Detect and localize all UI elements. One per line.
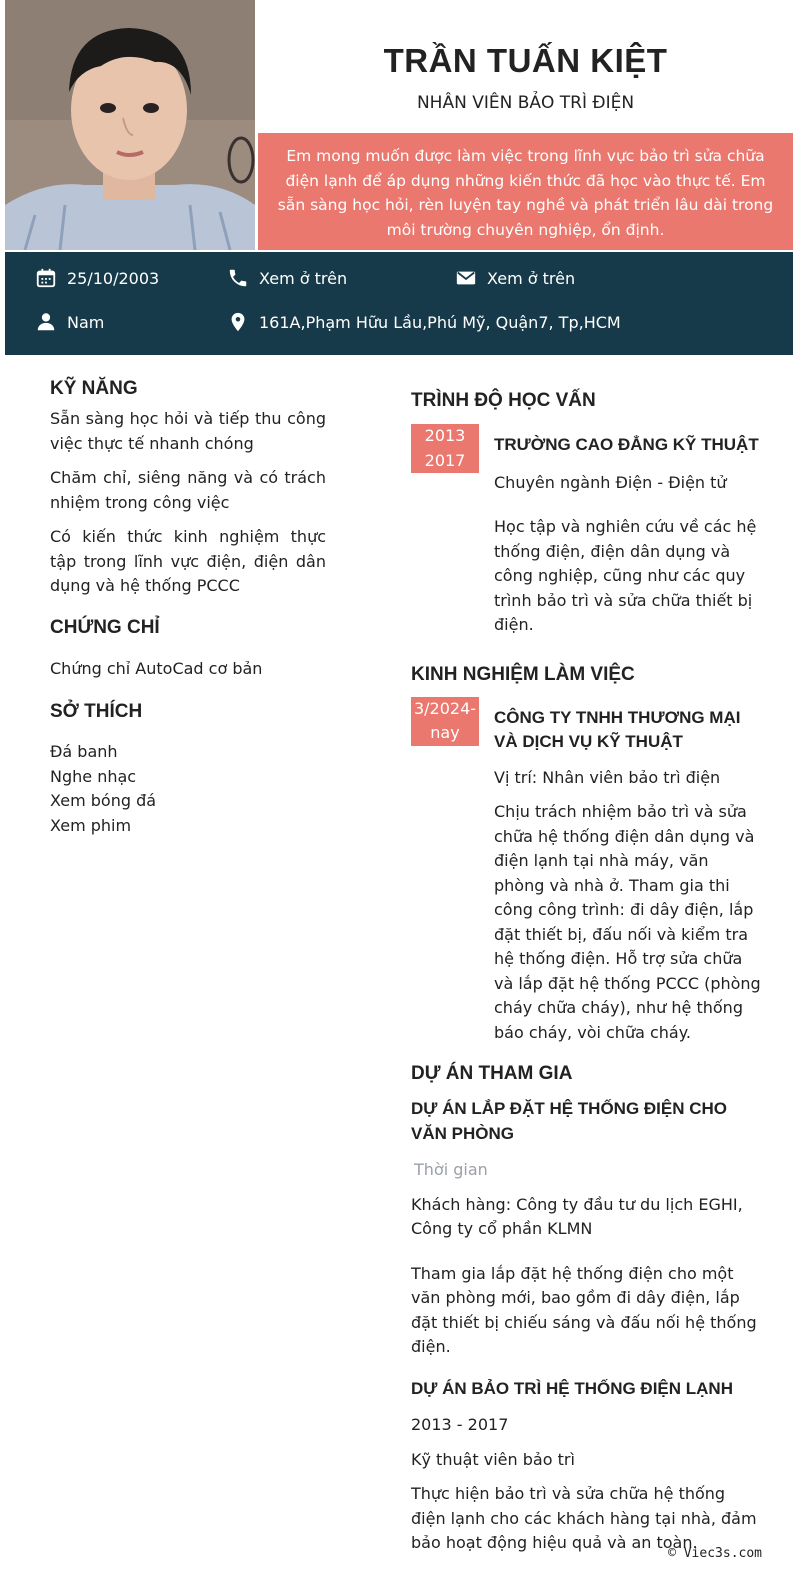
experience-title: KINH NGHIỆM LÀM VIỆC: [411, 663, 635, 685]
phone-icon: [227, 267, 249, 289]
phone-value: Xem ở trên: [259, 268, 348, 288]
experience-description: Chịu trách nhiệm bảo trì và sửa chữa hệ thống điện dân dụng và điện lạnh tại nhà máy, văn phòng và nhà ở. Tham gia thi công công trình: đi dây điện, lắp đặt thiết bị, đấu nối và kiểm tra hệ thống điện. Hỗ trợ sửa chữa và lắp đặt hệ thống PCCC (phòng cháy chữa cháy), như hệ thống báo cháy, vòi chữa cháy.: [494, 802, 761, 1042]
project-role: Kỹ thuật viên bảo trì: [411, 1449, 575, 1469]
user-icon: [35, 311, 57, 333]
project-time: 2013 - 2017: [411, 1415, 509, 1434]
education-description: Học tập và nghiên cứu về các hệ thống điện, điện dân dụng và công nghiệp, cũng như các quy trình bảo trì và sửa chữa thiết bị điện.: [494, 517, 757, 634]
projects-title: DỰ ÁN THAM GIA: [411, 1063, 573, 1084]
project-name: DỰ ÁN BẢO TRÌ HỆ THỐNG ĐIỆN LẠNH: [411, 1378, 733, 1398]
certificates-title: CHỨNG CHỈ: [50, 616, 160, 638]
hobby-item: Đá banh: [50, 742, 118, 761]
education-date-badge: [411, 424, 479, 473]
watermark: © Viec3s.com: [668, 1546, 762, 1561]
project-entry: [411, 1097, 761, 1360]
right-column: [411, 390, 761, 1556]
hobby-item: Xem bóng đá: [50, 791, 157, 810]
birthday-value: 25/10/2003: [67, 268, 160, 288]
portrait-illustration: [5, 0, 255, 250]
education-entry: [411, 426, 761, 638]
skill-item: Sẵn sàng học hỏi và tiếp thu công việc thực tế nhanh chóng: [50, 409, 326, 453]
contact-address: [227, 310, 621, 334]
profile-photo: [5, 0, 255, 250]
project-description: Thực hiện bảo trì và sửa chữa hệ thống điện lạnh cho các khách hàng tại nhà, đảm bảo hoạt động hiệu quả và an toàn.: [411, 1484, 757, 1552]
education-start-year: 2013: [424, 426, 466, 445]
company-name: CÔNG TY TNHH THƯƠNG MẠI VÀ DỊCH VỤ KỸ THUẬT: [494, 707, 741, 751]
calendar-icon: [35, 267, 57, 289]
experience-date-badge: [411, 697, 479, 746]
hobbies-title: SỞ THÍCH: [50, 701, 143, 722]
career-objective: Em mong muốn được làm việc trong lĩnh vực bảo trì sửa chữa điện lạnh để áp dụng những kiến thức đã học vào thực tế. Em sẵn sàng học hỏi, rèn luyện tay nghề và phát triển lâu dài trong môi trường chuyên nghiệp, ổn định.: [258, 133, 793, 250]
candidate-name: TRẦN TUẤN KIỆT: [383, 42, 668, 79]
project-description: Tham gia lắp đặt hệ thống điện cho một văn phòng mới, bao gồm đi dây điện, lắp đặt thiết bị chiếu sáng và đấu nối hệ thống điện.: [411, 1263, 757, 1356]
project-time: Thời gian: [414, 1160, 488, 1179]
left-column: [50, 378, 326, 838]
contact-bar: [5, 252, 793, 355]
contact-phone: [227, 266, 347, 290]
skill-item: Có kiến thức kinh nghiệm thực tập trong lĩnh vực điện, điện dân dụng và hệ thống PCCC: [50, 527, 326, 595]
education-title: TRÌNH ĐỘ HỌC VẤN: [411, 390, 596, 411]
job-title: NHÂN VIÊN BẢO TRÌ ĐIỆN: [416, 93, 635, 113]
certificate-item: Chứng chỉ AutoCad cơ bản: [50, 658, 263, 678]
skill-item: Chăm chỉ, siêng năng và có trách nhiệm trong công việc: [50, 468, 326, 512]
experience-start: 3/2024-: [413, 698, 477, 718]
contact-email: [455, 266, 575, 290]
experience-position: Vị trí: Nhân viên bảo trì điện: [494, 767, 721, 787]
mail-icon: [455, 267, 477, 289]
project-name: DỰ ÁN LẮP ĐẶT HỆ THỐNG ĐIỆN CHO VĂN PHÒNG: [411, 1099, 728, 1143]
contact-gender: [35, 310, 104, 334]
school-name: TRƯỜNG CAO ĐẲNG KỸ THUẬT: [494, 435, 759, 454]
location-pin-icon: [227, 311, 249, 333]
project-client: Khách hàng: Công ty đầu tư du lịch EGHI, Công ty cổ phần KLMN: [411, 1194, 743, 1238]
experience-entry: [411, 698, 761, 1046]
contact-birthday: [35, 266, 159, 290]
education-end-year: 2017: [424, 450, 466, 470]
address-value: 161A,Phạm Hữu Lầu,Phú Mỹ, Quận7, Tp,HCM: [259, 312, 621, 332]
email-value: Xem ở trên: [487, 268, 576, 288]
hobby-item: Xem phim: [50, 815, 132, 835]
project-entry: [411, 1377, 761, 1556]
skills-title: KỸ NĂNG: [50, 378, 138, 399]
hobby-item: Nghe nhạc: [50, 766, 137, 786]
gender-value: Nam: [67, 312, 105, 332]
education-major: Chuyên ngành Điện - Điện tử: [494, 472, 727, 492]
experience-end: nay: [430, 723, 460, 742]
